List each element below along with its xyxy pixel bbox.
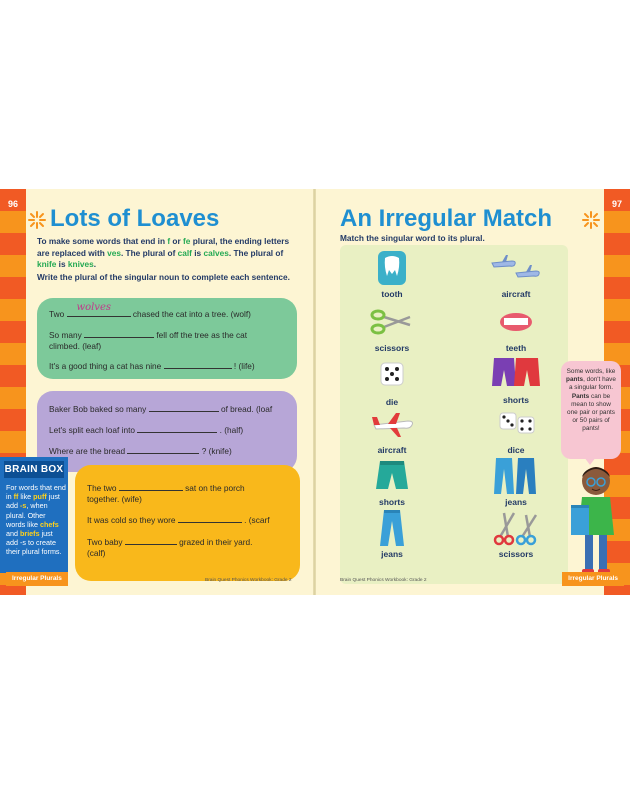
die-icon bbox=[366, 357, 418, 395]
page-number: 97 bbox=[611, 199, 622, 209]
left-page bbox=[0, 189, 314, 595]
sentence-7: The two sat on the porch bbox=[87, 483, 245, 493]
brain-box-title: BRAIN BOX bbox=[4, 461, 64, 478]
sentence-4: Baker Bob baked so many of bread. (loaf bbox=[49, 404, 273, 414]
exercise-box-yellow bbox=[75, 465, 300, 581]
answer-blank[interactable] bbox=[149, 403, 219, 412]
match-item-shorts-plural[interactable]: shorts bbox=[466, 349, 566, 405]
match-item-aircraft[interactable]: aircraft bbox=[342, 405, 442, 455]
match-item-dice[interactable]: dice bbox=[466, 405, 566, 455]
brain-box bbox=[0, 457, 68, 573]
match-item-scissors-plural[interactable]: scissors bbox=[466, 509, 566, 559]
jeans-icon bbox=[366, 509, 418, 547]
sparkle-icon bbox=[27, 210, 47, 230]
answer-blank[interactable] bbox=[67, 302, 131, 317]
sentence-5: Let's split each loaf into . (half) bbox=[49, 425, 244, 435]
answer-blank[interactable] bbox=[127, 445, 199, 454]
match-item-shorts[interactable]: shorts bbox=[342, 457, 442, 507]
sentence-3: It's a good thing a cat has nine ! (life) bbox=[49, 361, 255, 371]
sparkle-icon bbox=[581, 210, 601, 230]
intro-text: To make some words that end in f or fe plural, the ending letters are replaced with ves. The plural of calf is calves. The plural of knife is knives. bbox=[37, 236, 290, 269]
answer-blank[interactable] bbox=[137, 424, 217, 433]
instruction-text: Write the plural of the singular noun to complete each sentence. bbox=[37, 272, 290, 282]
footer-note: Brain Quest Phonics Workbook: Grade 2 bbox=[205, 578, 292, 583]
page-title: Lots of Loaves bbox=[50, 205, 220, 232]
exercise-box-purple bbox=[37, 391, 297, 472]
shorts-icon bbox=[366, 457, 418, 495]
answer-blank[interactable] bbox=[164, 360, 232, 369]
answer-blank[interactable] bbox=[119, 482, 183, 491]
matching-panel bbox=[340, 245, 568, 584]
match-item-scissors[interactable]: scissors bbox=[342, 303, 442, 353]
scissors-icon bbox=[366, 303, 418, 341]
sentence-2-cont: climbed. (leaf) bbox=[49, 341, 102, 351]
scissors-pair-icon bbox=[490, 509, 542, 547]
answer-blank[interactable] bbox=[84, 329, 154, 338]
match-item-tooth[interactable]: tooth bbox=[342, 249, 442, 299]
workbook-spread bbox=[0, 189, 630, 595]
sentence-7-cont: together. (wife) bbox=[87, 494, 142, 504]
match-item-jeans-plural[interactable]: jeans bbox=[466, 457, 566, 507]
answer-blank[interactable] bbox=[125, 536, 177, 545]
page-number: 96 bbox=[8, 199, 19, 209]
instruction-text: Match the singular word to its plural. bbox=[340, 233, 485, 243]
sentence-8: It was cold so they wore . (scarf bbox=[87, 515, 270, 525]
section-tag: Irregular Plurals bbox=[562, 572, 624, 586]
speech-bubble: Some words, like pants, don't have a singular form. Pants can be mean to show one pair or pants or 50 pairs of pants! bbox=[561, 361, 621, 459]
answer-blank[interactable] bbox=[178, 514, 242, 523]
brain-box-text: For words that end in ff like puff just add -s, when plural. Other words like chefs and briefs just add -s to create their plural forms. bbox=[6, 483, 66, 557]
sentence-6: Where are the bread ? (knife) bbox=[49, 446, 232, 456]
jeans-pair-icon bbox=[490, 457, 542, 495]
teeth-icon bbox=[490, 303, 542, 341]
sentence-9-cont: (calf) bbox=[87, 548, 106, 558]
match-item-aircraft-plural[interactable]: aircraft bbox=[466, 249, 566, 299]
kid-with-pants-illustration bbox=[568, 461, 624, 577]
match-item-die[interactable]: die bbox=[342, 357, 442, 407]
dice-icon bbox=[490, 405, 542, 443]
right-page bbox=[316, 189, 630, 595]
handwritten-answer: wolves bbox=[76, 302, 112, 313]
exercise-box-green bbox=[37, 298, 297, 379]
tooth-icon bbox=[366, 249, 418, 287]
sentence-2: So many fell off the tree as the cat bbox=[49, 330, 248, 340]
airplane-icon bbox=[366, 405, 418, 443]
sentence-9: Two baby grazed in their yard. bbox=[87, 537, 253, 547]
sentence-1: Two wolves chased the cat into a tree. (wolf) bbox=[49, 302, 251, 319]
page-title: An Irregular Match bbox=[340, 205, 553, 232]
footer-note: Brain Quest Phonics Workbook: Grade 2 bbox=[340, 578, 427, 583]
airplanes-icon bbox=[490, 249, 542, 287]
shorts-pair-icon bbox=[490, 349, 542, 393]
section-tag: Irregular Plurals bbox=[6, 572, 68, 586]
match-item-jeans[interactable]: jeans bbox=[342, 509, 442, 559]
match-item-teeth[interactable]: teeth bbox=[466, 303, 566, 353]
